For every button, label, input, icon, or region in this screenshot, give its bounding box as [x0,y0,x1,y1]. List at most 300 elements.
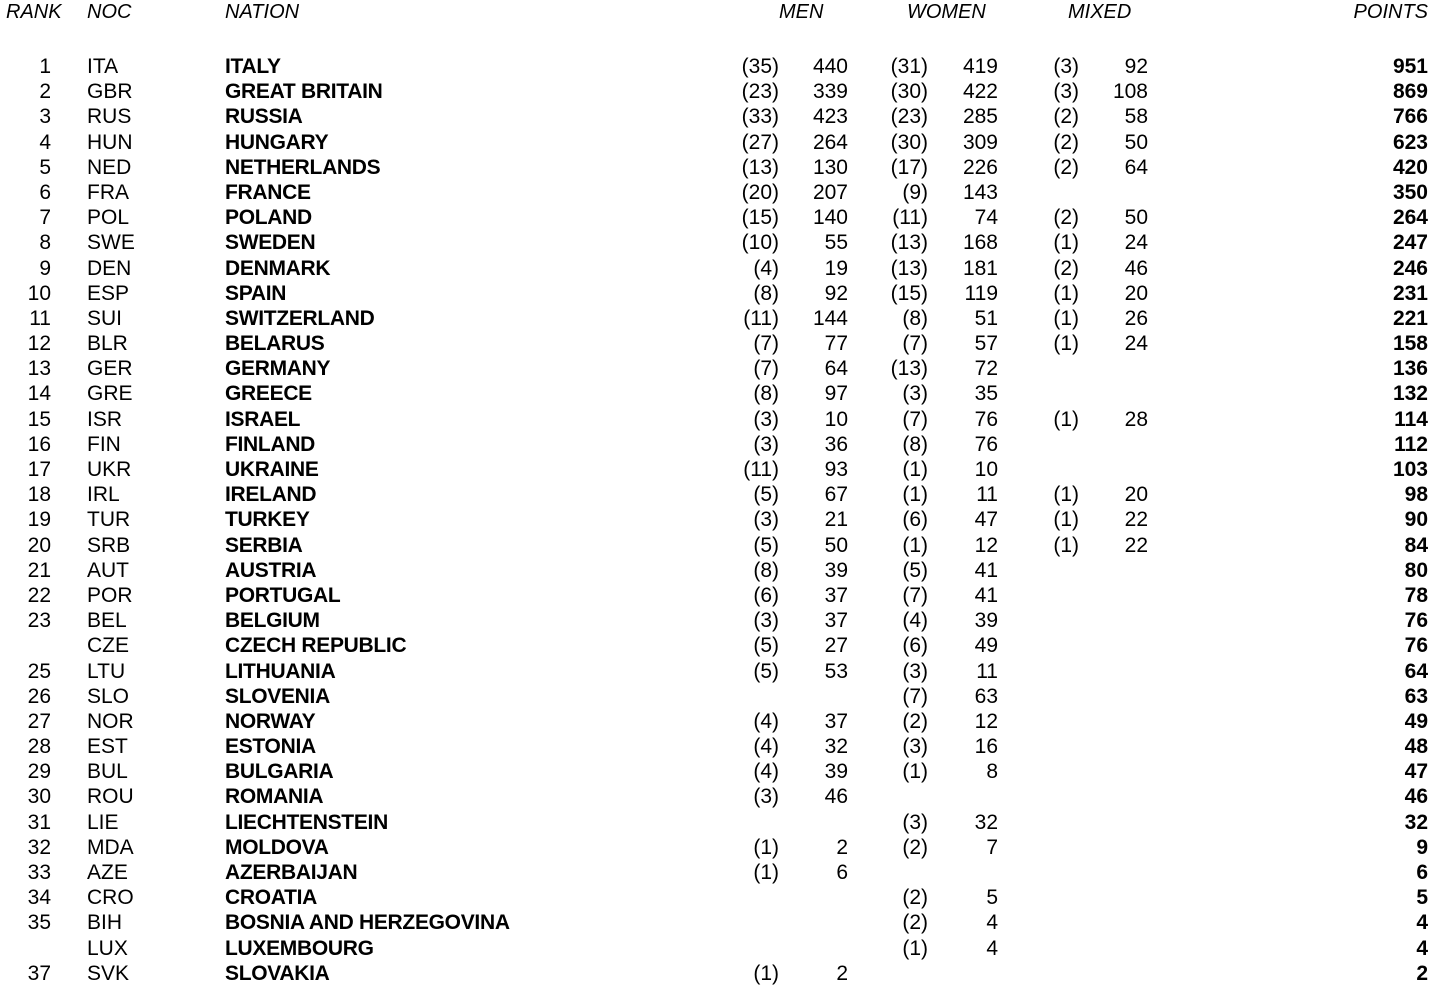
nation-cell: LITHUANIA [225,659,336,683]
nation-cell: SWITZERLAND [225,306,375,330]
noc-cell: UKR [87,458,132,481]
mixed-count-cell: (1) [1053,533,1079,557]
header-mixed: MIXED [1068,1,1132,23]
men-count-cell: (8) [753,558,779,582]
mixed-points-cell: 50 [1124,206,1148,230]
mixed-count-cell: (2) [1053,155,1079,179]
men-points-cell: 37 [824,709,848,733]
men-points-cell: 64 [824,357,848,381]
men-count-cell: (11) [743,306,779,330]
mixed-count-cell: (2) [1053,206,1079,230]
men-points-cell: 27 [824,634,848,658]
women-points-cell: 419 [962,55,998,78]
table-row [0,860,1442,885]
men-count-cell: (3) [753,609,779,633]
men-count-cell: (3) [753,785,779,809]
women-points-cell: 4 [986,936,998,960]
rank-cell: 9 [39,256,51,280]
nation-cell: LUXEMBOURG [225,936,374,960]
noc-cell: NED [87,155,132,179]
table-row [0,104,1442,129]
rank-cell: 4 [39,130,51,154]
table-row [0,79,1442,104]
table-row [0,910,1442,935]
men-points-cell: 140 [812,206,848,230]
points-cell: 78 [1404,583,1428,607]
nation-cell: GREECE [225,382,312,406]
rank-cell: 5 [39,155,51,179]
women-points-cell: 63 [974,684,998,708]
points-cell: 76 [1404,609,1428,633]
mixed-points-cell: 108 [1112,80,1148,104]
nation-cell: CZECH REPUBLIC [225,634,407,658]
men-count-cell: (8) [753,281,779,305]
men-count-cell: (8) [753,382,779,406]
men-points-cell: 2 [836,835,848,859]
table-row [0,608,1442,633]
rank-cell: 27 [27,709,51,733]
points-cell: 951 [1392,55,1428,78]
mixed-count-cell: (3) [1053,55,1079,78]
mixed-points-cell: 24 [1124,231,1148,255]
men-count-cell: (5) [753,533,779,557]
women-points-cell: 72 [974,357,998,381]
table-row [0,784,1442,809]
nation-cell: BELGIUM [225,609,320,633]
noc-cell: GRE [87,382,133,406]
points-cell: 64 [1404,659,1428,683]
noc-cell: SLO [87,684,130,708]
nation-cell: ESTONIA [225,735,316,759]
nation-cell: HUNGARY [225,130,329,154]
women-count-cell: (31) [890,55,928,78]
noc-cell: BUL [87,760,128,784]
table-row [0,633,1442,658]
noc-cell: ISR [87,407,123,431]
rank-cell: 6 [39,180,51,204]
rank-cell: 7 [39,206,51,230]
table-row [0,583,1442,608]
noc-cell: ROU [87,785,134,809]
women-points-cell: 51 [974,306,998,330]
mixed-points-cell: 58 [1124,105,1148,129]
table-row [0,885,1442,910]
nation-cell: PORTUGAL [225,583,341,607]
women-count-cell: (8) [902,432,928,456]
table-row [0,407,1442,432]
table-row [0,558,1442,583]
women-count-cell: (4) [902,609,928,633]
nation-cell: IRELAND [225,483,317,507]
mixed-points-cell: 26 [1124,306,1148,330]
rank-cell: 20 [27,533,51,557]
rank-cell: 23 [27,609,51,633]
points-cell: 98 [1404,483,1428,507]
women-count-cell: (17) [890,155,928,179]
table-row [0,256,1442,281]
noc-cell: SVK [87,961,130,985]
noc-cell: IRL [87,483,120,507]
men-points-cell: 46 [824,785,848,809]
points-cell: 76 [1404,634,1428,658]
women-points-cell: 32 [974,810,998,834]
nation-cell: GERMANY [225,357,331,381]
men-count-cell: (4) [753,256,779,280]
men-count-cell: (1) [753,861,779,884]
women-count-cell: (2) [902,886,928,910]
women-points-cell: 8 [986,760,998,784]
mixed-count-cell: (1) [1053,306,1079,330]
table-row [0,306,1442,331]
points-cell: 84 [1404,533,1428,557]
women-count-cell: (9) [902,180,928,204]
points-cell: 869 [1392,80,1428,104]
women-points-cell: 5 [986,886,998,910]
women-count-cell: (13) [890,256,928,280]
table-row [0,356,1442,381]
rank-cell: 34 [27,886,51,910]
rank-cell: 18 [27,483,51,507]
noc-cell: POR [87,583,133,607]
women-points-cell: 47 [974,508,998,532]
points-cell: 4 [1416,936,1428,960]
table-row [0,961,1442,986]
women-points-cell: 11 [976,483,998,507]
table-row [0,936,1442,961]
men-count-cell: (23) [741,80,779,104]
noc-cell: SRB [87,533,131,557]
women-points-cell: 57 [974,332,998,356]
nation-cell: TURKEY [225,508,310,532]
men-count-cell: (7) [753,357,779,381]
nation-cell: SLOVENIA [225,684,330,708]
table-row [0,709,1442,734]
table-header [0,0,1442,28]
points-cell: 80 [1404,558,1428,582]
rank-cell: 1 [39,55,51,78]
rank-cell: 17 [27,458,51,481]
men-points-cell: 50 [824,533,848,557]
men-count-cell: (11) [743,458,779,481]
women-points-cell: 10 [974,458,998,481]
table-row [0,507,1442,532]
men-points-cell: 130 [812,155,848,179]
women-points-cell: 119 [964,281,998,305]
nation-cell: DENMARK [225,256,331,280]
women-count-cell: (30) [890,80,928,104]
header-noc: NOC [87,1,132,23]
rank-cell: 33 [27,861,51,884]
women-points-cell: 285 [962,105,998,129]
men-points-cell: 37 [824,609,848,633]
rank-cell: 3 [39,105,51,129]
nation-cell: UKRAINE [225,458,319,481]
noc-cell: NOR [87,709,134,733]
nation-cell: FRANCE [225,180,311,204]
noc-cell: ITA [87,55,119,78]
points-cell: 158 [1392,332,1428,356]
mixed-count-cell: (1) [1053,483,1079,507]
nation-cell: NETHERLANDS [225,155,381,179]
mixed-count-cell: (1) [1053,407,1079,431]
points-cell: 9 [1416,835,1428,859]
nation-cell: ITALY [225,55,281,78]
men-count-cell: (3) [753,432,779,456]
women-count-cell: (3) [902,735,928,759]
mixed-count-cell: (2) [1053,105,1079,129]
noc-cell: LTU [87,659,126,683]
points-cell: 5 [1416,886,1428,910]
women-count-cell: (7) [902,332,928,356]
women-points-cell: 74 [974,206,998,230]
rank-cell: 28 [27,735,51,759]
men-count-cell: (27) [741,130,779,154]
nation-cell: SLOVAKIA [225,961,330,985]
women-points-cell: 35 [974,382,998,406]
rank-cell: 11 [29,306,51,330]
women-points-cell: 143 [962,180,998,204]
points-cell: 264 [1392,206,1428,230]
noc-cell: GBR [87,80,133,104]
men-points-cell: 93 [824,458,848,481]
points-cell: 420 [1392,155,1428,179]
men-count-cell: (3) [753,508,779,532]
mixed-points-cell: 24 [1124,332,1148,356]
men-points-cell: 32 [824,735,848,759]
women-count-cell: (1) [902,533,928,557]
men-points-cell: 2 [836,961,848,985]
rank-cell: 22 [27,583,51,607]
points-cell: 246 [1392,256,1428,280]
women-points-cell: 226 [962,155,998,179]
nation-cell: MOLDOVA [225,835,329,859]
men-points-cell: 264 [812,130,848,154]
men-points-cell: 6 [836,861,848,884]
men-count-cell: (6) [753,583,779,607]
nation-cell: ROMANIA [225,785,324,809]
nation-cell: NORWAY [225,709,316,733]
men-points-cell: 144 [812,306,848,330]
points-cell: 32 [1404,810,1428,834]
nation-cell: BULGARIA [225,760,334,784]
noc-cell: FIN [87,432,121,456]
men-points-cell: 92 [824,281,848,305]
women-points-cell: 168 [962,231,998,255]
women-points-cell: 422 [962,80,998,104]
women-points-cell: 41 [974,583,998,607]
noc-cell: POL [87,206,130,230]
noc-cell: TUR [87,508,131,532]
mixed-points-cell: 22 [1124,508,1148,532]
table-row [0,533,1442,558]
header-men: MEN [779,1,824,23]
men-count-cell: (35) [741,55,779,78]
men-count-cell: (4) [753,760,779,784]
women-count-cell: (1) [902,760,928,784]
women-count-cell: (7) [902,684,928,708]
rank-cell: 10 [27,281,51,305]
women-count-cell: (3) [902,810,928,834]
men-count-cell: (4) [753,709,779,733]
points-cell: 90 [1404,508,1428,532]
men-count-cell: (20) [741,180,779,204]
table-row [0,659,1442,684]
noc-cell: AUT [87,558,129,582]
nation-cell: BELARUS [225,332,325,356]
table-row [0,684,1442,709]
noc-cell: ESP [87,281,130,305]
men-count-cell: (7) [753,332,779,356]
mixed-points-cell: 20 [1124,483,1148,507]
noc-cell: GER [87,357,133,381]
table-row [0,810,1442,835]
women-points-cell: 181 [962,256,998,280]
noc-cell: DEN [87,256,132,280]
women-points-cell: 49 [974,634,998,658]
rank-cell: 21 [27,558,51,582]
noc-cell: SUI [87,306,123,330]
rank-cell: 19 [27,508,51,532]
rank-cell: 37 [27,961,51,985]
women-points-cell: 11 [976,659,998,683]
men-points-cell: 39 [824,760,848,784]
table-row [0,130,1442,155]
women-count-cell: (3) [902,382,928,406]
noc-cell: SWE [87,231,135,255]
table-row [0,331,1442,356]
noc-cell: BEL [87,609,127,633]
rank-cell: 31 [27,810,51,834]
mixed-count-cell: (2) [1053,130,1079,154]
points-cell: 63 [1404,684,1428,708]
rank-cell: 35 [27,911,51,935]
men-count-cell: (15) [741,206,779,230]
women-count-cell: (13) [890,231,928,255]
nation-cell: ISRAEL [225,407,301,431]
women-count-cell: (13) [890,357,928,381]
points-cell: 114 [1394,407,1428,431]
men-points-cell: 423 [812,105,848,129]
nation-cell: SPAIN [225,281,287,305]
women-count-cell: (6) [902,508,928,532]
rank-cell: 29 [27,760,51,784]
women-points-cell: 4 [986,911,998,935]
nation-cell: SWEDEN [225,231,316,255]
women-count-cell: (7) [902,583,928,607]
men-count-cell: (33) [741,105,779,129]
women-count-cell: (1) [902,483,928,507]
noc-cell: AZE [87,861,128,884]
mixed-points-cell: 50 [1124,130,1148,154]
rank-cell: 12 [27,332,51,356]
table-row [0,230,1442,255]
rank-cell: 8 [39,231,51,255]
header-rank: RANK [6,1,62,23]
mixed-count-cell: (1) [1053,281,1079,305]
noc-cell: LIE [87,810,119,834]
noc-cell: CZE [87,634,129,658]
women-count-cell: (2) [902,835,928,859]
points-cell: 112 [1394,432,1428,456]
nation-cell: LIECHTENSTEIN [225,810,388,834]
women-points-cell: 76 [974,432,998,456]
noc-cell: BIH [87,911,123,935]
men-points-cell: 440 [812,55,848,78]
men-count-cell: (3) [753,407,779,431]
women-points-cell: 12 [974,533,998,557]
mixed-points-cell: 92 [1124,55,1148,78]
mixed-points-cell: 46 [1124,256,1148,280]
points-cell: 136 [1392,357,1428,381]
nation-cell: FINLAND [225,432,316,456]
women-count-cell: (30) [890,130,928,154]
table-row [0,482,1442,507]
header-nation: NATION [225,1,300,23]
women-points-cell: 309 [962,130,998,154]
mixed-points-cell: 22 [1124,533,1148,557]
women-points-cell: 16 [974,735,998,759]
men-points-cell: 67 [824,483,848,507]
noc-cell: BLR [87,332,128,356]
women-count-cell: (15) [890,281,928,305]
table-row [0,180,1442,205]
men-points-cell: 36 [824,432,848,456]
men-points-cell: 55 [824,231,848,255]
nation-cell: CROATIA [225,886,318,910]
noc-cell: LUX [87,936,128,960]
noc-cell: EST [87,735,128,759]
mixed-points-cell: 20 [1124,281,1148,305]
points-cell: 49 [1404,709,1428,733]
table-row [0,205,1442,230]
noc-cell: HUN [87,130,133,154]
women-count-cell: (23) [890,105,928,129]
noc-cell: FRA [87,180,129,204]
nation-cell: GREAT BRITAIN [225,80,383,104]
men-count-cell: (1) [753,835,779,859]
nation-cell: AUSTRIA [225,558,317,582]
points-cell: 103 [1392,458,1428,481]
points-cell: 350 [1392,180,1428,204]
points-cell: 132 [1392,382,1428,406]
table-row [0,759,1442,784]
mixed-count-cell: (1) [1053,332,1079,356]
men-count-cell: (1) [753,961,779,985]
women-points-cell: 7 [986,835,998,859]
table-row [0,432,1442,457]
table-row [0,457,1442,482]
noc-cell: CRO [87,886,134,910]
women-count-cell: (2) [902,911,928,935]
men-count-cell: (13) [741,155,779,179]
points-cell: 48 [1404,735,1428,759]
rank-cell: 16 [27,432,51,456]
points-cell: 46 [1404,785,1428,809]
rank-cell: 26 [27,684,51,708]
women-points-cell: 76 [974,407,998,431]
men-points-cell: 77 [824,332,848,356]
mixed-points-cell: 28 [1124,407,1148,431]
table-row [0,381,1442,406]
points-cell: 231 [1392,281,1428,305]
men-count-cell: (5) [753,659,779,683]
men-points-cell: 10 [824,407,848,431]
table-row [0,835,1442,860]
header-women: WOMEN [907,1,986,23]
points-cell: 47 [1404,760,1428,784]
women-count-cell: (3) [902,659,928,683]
women-points-cell: 12 [974,709,998,733]
